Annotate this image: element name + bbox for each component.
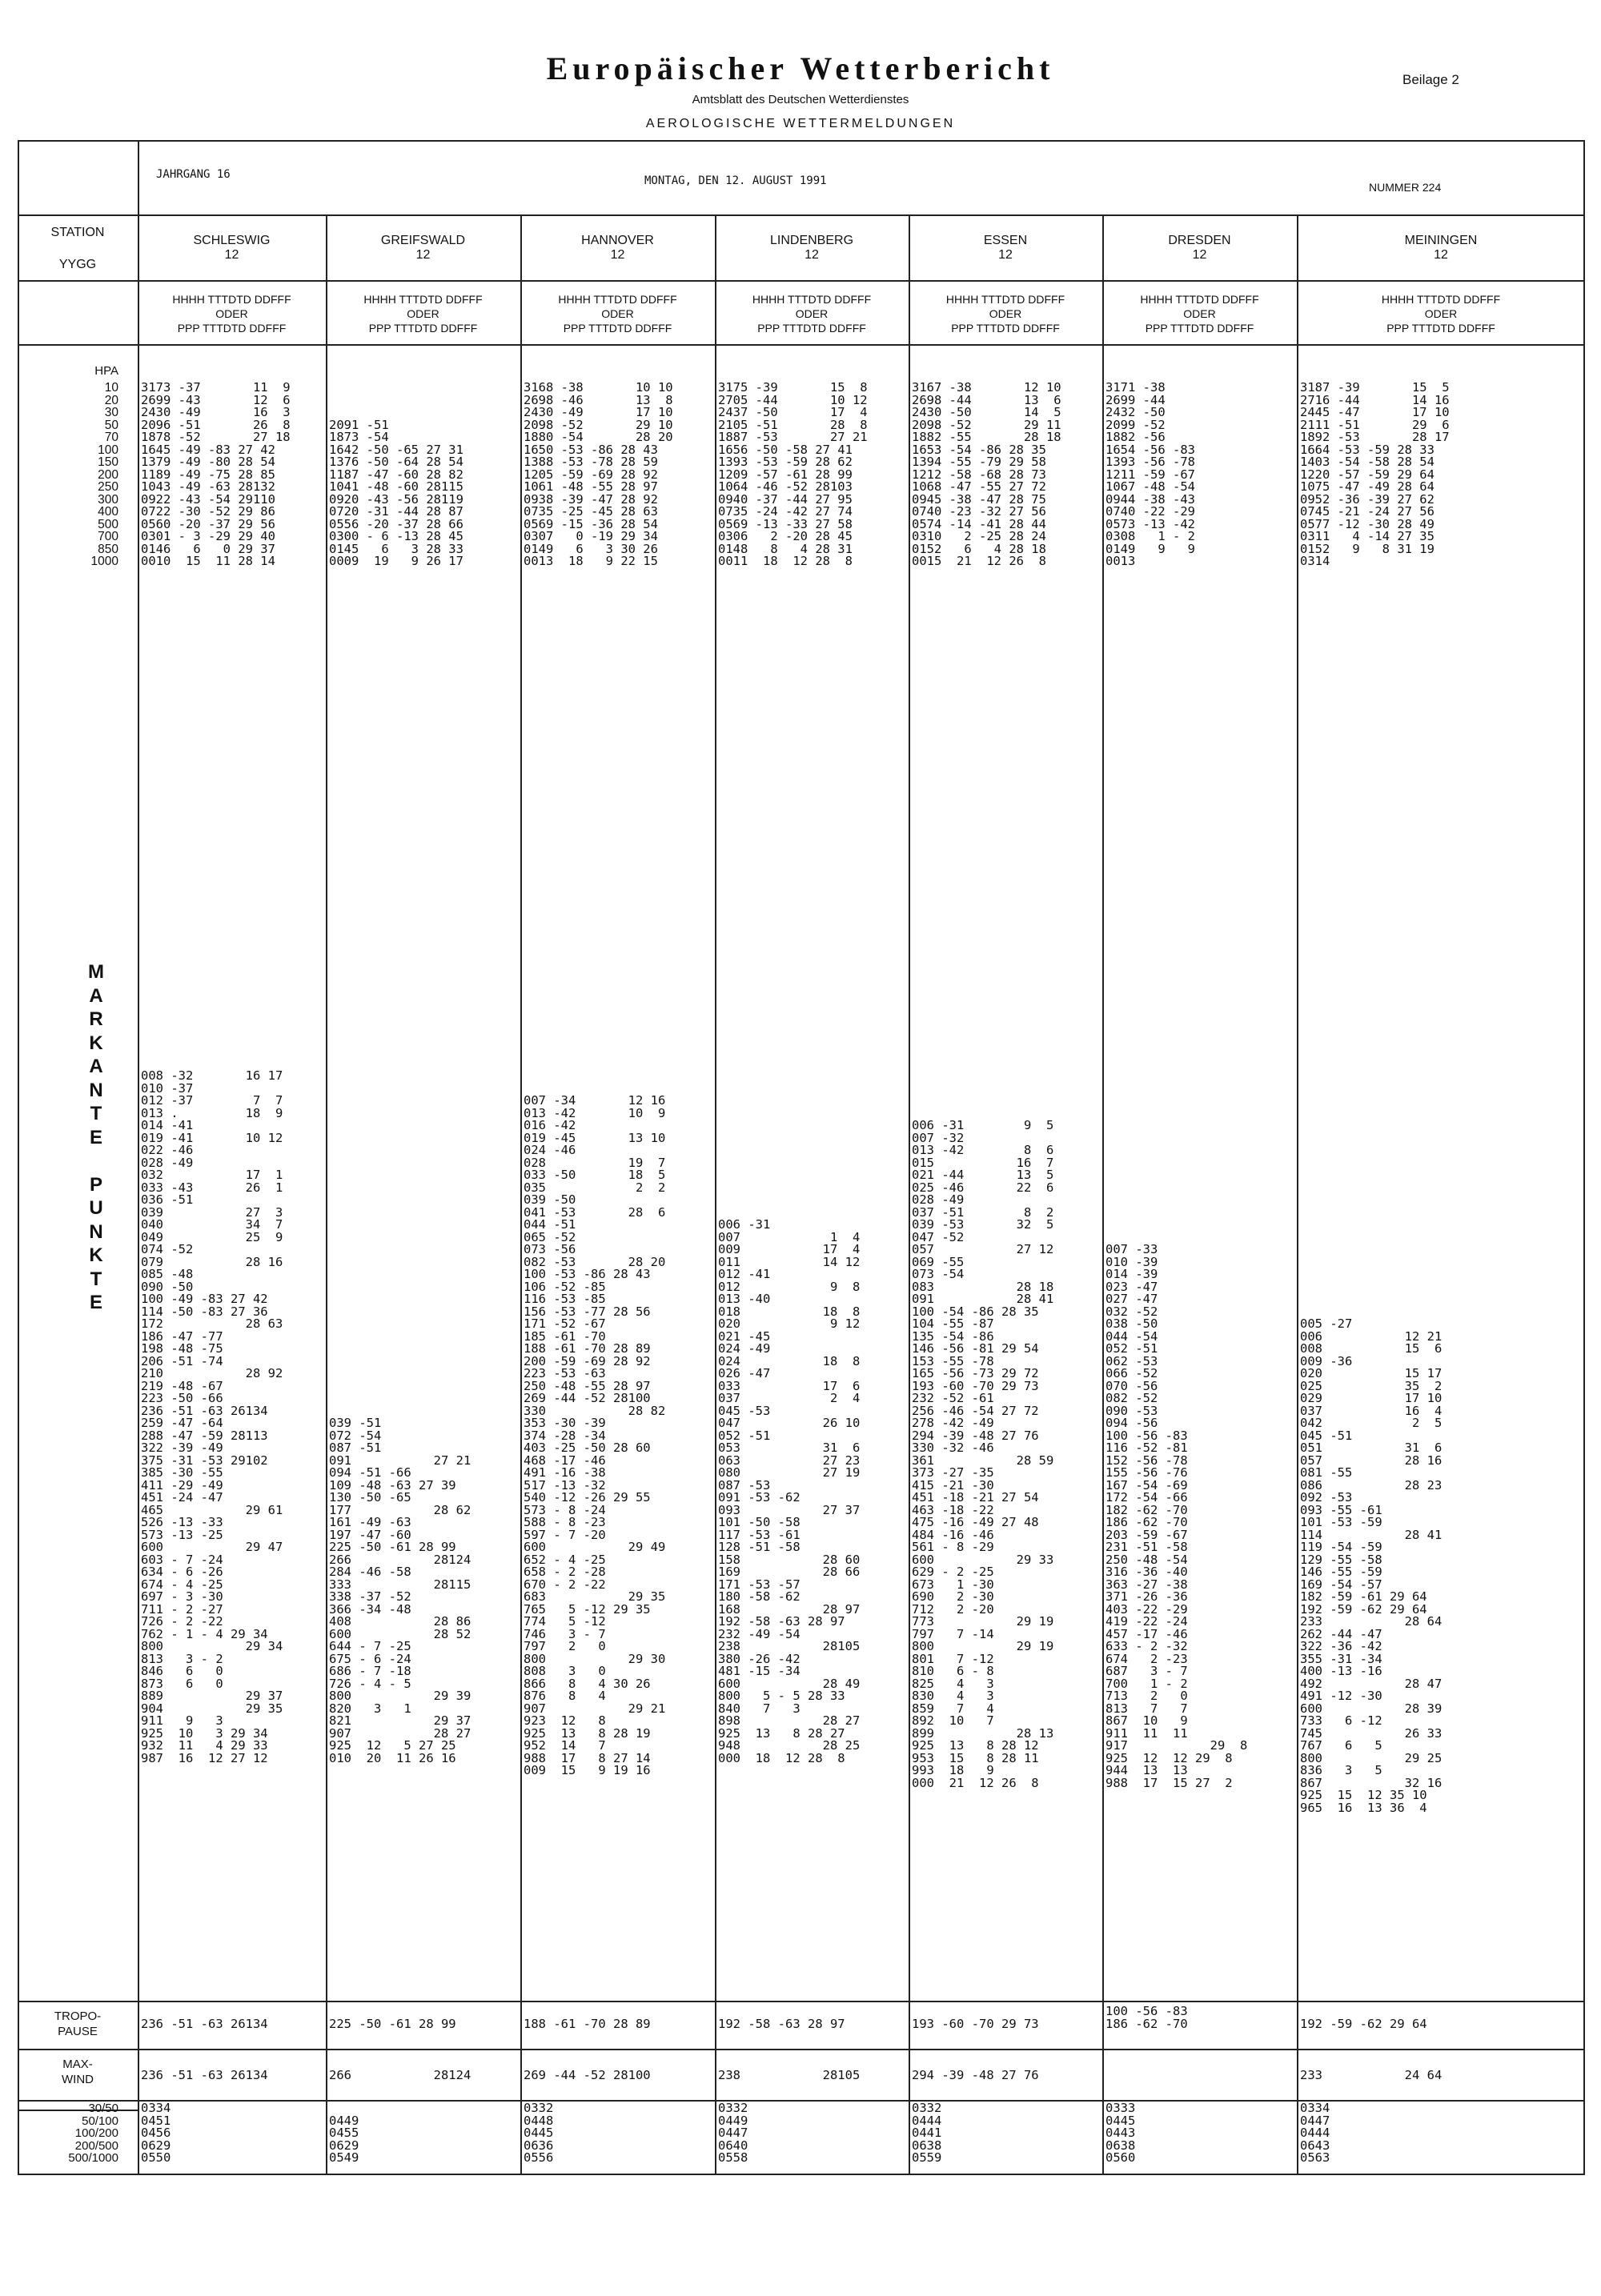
station-name: SCHLESWIG — [193, 234, 271, 247]
yygg-label: YYGG — [58, 258, 97, 271]
rule — [520, 214, 522, 2175]
col-header-1: HHHH TTTDTD DDFFF — [172, 293, 291, 306]
tropopause-data: 193 -60 -70 29 73 — [912, 2017, 1039, 2031]
standard-levels: 2091 -51 1873 -54 1642 -50 -65 27 31 1376 -50 -64 28 54 1187 -47 -60 28 82 1041 -48 -60 28115 0920 -43 -56 28119 0720 -31 -44 28 87 0556 -20 -37 28 66 0300 - 6 -13 28 45 0145 6 3 28 33 0009 19 9 26 17 — [329, 417, 463, 568]
station-time: 12 — [1434, 248, 1448, 262]
rule — [18, 214, 1585, 216]
col-header-1: HHHH TTTDTD DDFFF — [1140, 293, 1259, 306]
standard-levels: 3168 -38 10 10 2698 -46 13 8 2430 -49 17 10 2098 -52 29 10 1880 -54 28 20 1650 -53 -86 28 43 1388 -53 -78 28 59 1205 -59 -69 28 92 1061 -48 -55 28 97 0938 -39 -47 28 92 0735 -25 -45 28 63 0569 -15 -36 28 54 0307 0 -19 29 34 0149 6 3 30 26 0013 18 9 22 15 — [524, 380, 673, 568]
thickness-data: 0332 0449 0447 0640 0558 — [718, 2101, 748, 2165]
significant-points: 007 -33 010 -39 014 -39 023 -47 027 -47 032 -52 038 -50 044 -54 052 -51 062 -53 066 -52 070 -56 082 -52 090 -53 094 -56 100 -56 -83 116 -52 -81 152 -56 -78 155 -56 -76 167 -54 -69 172 -54 -66 182 -62 -70 186 -62 -70 203 -59 -67 231 -51 -58 250 -48 -54 316 -36 -40 363 -27 -38 371 -26 -36 403 -22 -29 419 -22 -24 457 -17 -46 633 - 2 -32 674 2 -23 687 3 - 7 700 1 - 2 713 2 0 813 7 7 867 10 9 911 11 11 917 29 8 925 12 12 29 8 944 13 13 988 17 15 27 2 — [1105, 1242, 1248, 1790]
rule — [715, 214, 716, 2175]
maxwind-data: 236 -51 -63 26134 — [141, 2068, 268, 2082]
maxwind-data: 238 28105 — [718, 2068, 861, 2082]
col-header-2: ODER — [795, 307, 829, 320]
rule — [18, 2100, 1585, 2102]
col-header-3: PPP TTTDTD DDFFF — [1145, 322, 1254, 335]
col-header-2: ODER — [215, 307, 248, 320]
col-header-1: HHHH TTTDTD DDFFF — [558, 293, 677, 306]
significant-points: 005 -27 006 12 21 008 15 6 009 -36 020 15 17 025 35 2 029 17 10 037 16 4 042 2 5 045 -51 051 31 6 057 28 16 081 -55 086 28 23 092 -53 093 -55 -61 101 -53 -59 114 28 41 119 -54 -59 129 -55 -58 146 -55 -59 169 -54 -57 182 -59 -61 29 64 192 -59 -62 29 64 233 28 64 262 -44 -47 322 -36 -42 355 -31 -34 400 -13 -16 492 28 47 491 -12 -30 600 28 39 733 6 -12 745 26 33 767 6 5 800 29 25 836 3 5 867 32 16 925 15 12 35 10 965 16 13 36 4 — [1300, 1316, 1443, 1815]
hpa-label: HPA — [94, 364, 118, 378]
standard-levels: 3187 -39 15 5 2716 -44 14 16 2445 -47 17 10 2111 -51 29 6 1892 -53 28 17 1664 -53 -59 28 33 1403 -54 -58 28 54 1220 -57 -59 29 64 1075 -47 -49 28 64 0952 -36 -39 27 62 0745 -21 -24 27 56 0577 -12 -30 28 49 0311 4 -14 27 35 0152 9 8 31 19 0314 — [1300, 380, 1450, 568]
rule — [1297, 214, 1298, 2175]
tropopause-data: 100 -56 -83 186 -62 -70 — [1105, 2004, 1188, 2031]
station-time: 12 — [415, 248, 431, 262]
rule — [18, 2049, 1585, 2050]
report-subtitle: Amtsblatt des Deutschen Wetterdienstes — [692, 93, 909, 106]
standard-levels: 3175 -39 15 8 2705 -44 10 12 2437 -50 17 4 2105 -51 28 8 1887 -53 27 21 1656 -50 -58 27 41 1393 -53 -59 28 62 1209 -57 -61 28 99 1064 -46 -52 28103 0940 -37 -44 27 95 0735 -24 -42 27 74 0569 -13 -33 27 58 0306 2 -20 28 45 0148 8 4 28 31 0011 18 12 28 8 — [718, 380, 868, 568]
tropopause-label: TROPO- PAUSE — [54, 2010, 102, 2038]
standard-levels: 3173 -37 11 9 2699 -43 12 6 2430 -49 16 3 2096 -51 26 8 1878 -52 27 18 1645 -49 -83 27 42 1379 -49 -80 28 54 1189 -49 -75 28 85 1043 -49 -63 28132 0922 -43 -54 29110 0722 -30 -52 29 86 0560 -20 -37 29 56 0301 - 3 -29 29 40 0146 6 0 29 37 0010 15 11 28 14 — [141, 380, 291, 568]
col-header-1: HHHH TTTDTD DDFFF — [363, 293, 483, 306]
rule — [18, 280, 1585, 282]
issue-date: MONTAG, DEN 12. AUGUST 1991 — [644, 174, 827, 187]
thickness-data: 0449 0455 0629 0549 — [329, 2113, 359, 2165]
jahrgang: JAHRGANG 16 — [156, 168, 231, 181]
significant-points: 039 -51 072 -54 087 -51 091 27 21 094 -51 -66 109 -48 -63 27 39 130 -50 -65 177 28 62 161 -49 -63 197 -47 -60 225 -50 -61 28 99 266 28124 284 -46 -58 333 28115 338 -37 -52 366 -34 -48 408 28 86 600 28 52 644 - 7 -25 675 - 6 -24 686 - 7 -18 726 - 4 - 5 800 29 39 820 3 1 821 29 37 907 28 27 925 12 5 27 25 010 20 11 26 16 — [329, 1416, 471, 1765]
col-header-3: PPP TTTDTD DDFFF — [757, 322, 866, 335]
maxwind-data: 294 -39 -48 27 76 — [912, 2068, 1039, 2082]
rule — [909, 214, 910, 2175]
col-header-3: PPP TTTDTD DDFFF — [177, 322, 287, 335]
significant-points: 008 -32 16 17 010 -37 012 -37 7 7 013 . 18 9 014 -41 019 -41 10 12 022 -46 028 -49 032 17 1 033 -43 26 1 036 -51 039 27 3 040 34 7 049 25 9 074 -52 079 28 16 085 -48 090 -50 100 -49 -83 27 42 114 -50 -83 27 36 172 28 63 186 -47 -77 198 -48 -75 206 -51 -74 210 28 92 219 -48 -67 223 -50 -66 236 -51 -63 26134 259 -47 -64 288 -47 -59 28113 322 -39 -49 375 -31 -53 29102 385 -30 -55 411 -29 -49 451 -24 -47 465 29 61 526 -13 -33 573 -13 -25 600 29 47 603 - 7 -24 634 - 6 -26 674 - 4 -25 697 - 3 -30 711 - 2 -27 726 - 2 -22 762 - 1 - 4 29 34 800 29 34 813 3 - 2 846 6 0 873 6 0 889 29 37 904 29 35 911 9 3 925 10 3 29 34 932 11 4 29 33 987 16 12 27 12 — [141, 1068, 283, 1765]
thickness-data: 0334 0447 0444 0643 0563 — [1300, 2101, 1330, 2165]
rule — [326, 214, 327, 2175]
significant-points: 006 -31 007 1 4 009 17 4 011 14 12 012 -41 012 9 8 013 -40 018 18 8 020 9 12 021 -45 024 -49 024 18 8 026 -47 033 17 6 037 2 4 045 -53 047 26 10 052 -51 053 31 6 063 27 23 080 27 19 087 -53 091 -53 -62 093 27 37 101 -50 -58 117 -53 -61 128 -51 -58 158 28 60 169 28 66 171 -53 -57 180 -58 -62 168 28 97 192 -58 -63 28 97 232 -49 -54 238 28105 380 -26 -42 481 -15 -34 600 28 49 800 5 - 5 28 33 840 7 3 898 28 27 925 13 8 28 27 948 28 25 000 18 12 28 8 — [718, 1217, 861, 1765]
maxwind-data: 266 28124 — [329, 2068, 471, 2082]
station-time: 12 — [224, 248, 239, 262]
col-header-3: PPP TTTDTD DDFFF — [1386, 322, 1495, 335]
col-header-2: ODER — [989, 307, 1022, 320]
station-name: GREIFSWALD — [380, 234, 466, 247]
station-time: 12 — [610, 248, 625, 262]
maxwind-data: 233 24 64 — [1300, 2068, 1443, 2082]
thickness-data: 0332 0448 0445 0636 0556 — [524, 2101, 554, 2165]
station-name: DRESDEN — [1168, 234, 1231, 247]
thickness-data: 0332 0444 0441 0638 0559 — [912, 2101, 942, 2165]
col-header-1: HHHH TTTDTD DDFFF — [945, 293, 1065, 306]
pressure-levels: 10 20 30 50 70 100 150 200 250 300 400 500 700 850 1000 — [90, 381, 118, 568]
col-header-1: HHHH TTTDTD DDFFF — [752, 293, 872, 306]
tropopause-data: 192 -58 -63 28 97 — [718, 2017, 845, 2031]
maxwind-data: 269 -44 -52 28100 — [524, 2068, 651, 2082]
col-header-1: HHHH TTTDTD DDFFF — [1381, 293, 1501, 306]
col-header-2: ODER — [1424, 307, 1458, 320]
col-header-3: PPP TTTDTD DDFFF — [951, 322, 1060, 335]
beilage-label: Beilage 2 — [1402, 72, 1459, 87]
rule — [1102, 214, 1104, 2175]
station-name: ESSEN — [983, 234, 1028, 247]
col-header-3: PPP TTTDTD DDFFF — [368, 322, 478, 335]
standard-levels: 3167 -38 12 10 2698 -44 13 6 2430 -50 14 5 2098 -52 29 11 1882 -55 28 18 1653 -54 -86 28 35 1394 -55 -79 29 58 1212 -58 -68 28 73 1068 -47 -55 27 72 0945 -38 -47 28 75 0740 -23 -32 27 56 0574 -14 -41 28 44 0310 2 -25 28 24 0152 6 4 28 18 0015 21 12 26 8 — [912, 380, 1061, 568]
significant-points: 006 -31 9 5 007 -32 013 -42 8 6 015 16 7 021 -44 13 5 025 -46 22 6 028 -49 037 -51 8 2 039 -53 32 5 047 -52 057 27 12 069 -55 073 -54 083 28 18 091 28 41 100 -54 -86 28 35 104 -55 -87 135 -54 -86 146 -56 -81 29 54 153 -55 -78 165 -56 -73 29 72 193 -60 -70 29 73 232 -52 -61 256 -46 -54 27 72 278 -42 -49 294 -39 -48 27 76 330 -32 -46 361 28 59 373 -27 -35 415 -21 -30 451 -18 -21 27 54 463 -18 -22 475 -16 -49 27 48 484 -16 -46 561 - 8 -29 600 29 33 629 - 2 -25 673 1 -30 690 2 -30 712 2 -20 773 29 19 797 7 -14 800 29 19 801 7 -12 810 6 - 8 825 4 3 830 4 3 859 7 4 892 10 7 899 28 13 925 13 8 28 12 953 15 8 28 11 993 18 9 000 21 12 26 8 — [912, 1118, 1054, 1790]
thickness-data: 0333 0445 0443 0638 0560 — [1105, 2101, 1136, 2165]
maxwind-label: MAX- WIND — [62, 2058, 94, 2086]
rule — [18, 2001, 1585, 2002]
station-name: LINDENBERG — [769, 234, 854, 247]
tropopause-data: 192 -59 -62 29 64 — [1300, 2017, 1427, 2031]
station-label: STATION — [50, 226, 105, 239]
tropopause-data: 188 -61 -70 28 89 — [524, 2017, 651, 2031]
significant-points: 007 -34 12 16 013 -42 10 9 016 -42 019 -45 13 10 024 -46 028 19 7 033 -50 18 5 035 2 2 039 -50 041 -53 28 6 044 -51 065 -52 073 -56 082 -53 28 20 100 -53 -86 28 43 106 -52 -85 116 -53 -85 156 -53 -77 28 56 171 -52 -67 185 -61 -70 188 -61 -70 28 89 200 -59 -69 28 92 223 -53 -63 250 -48 -55 28 97 269 -44 -52 28100 330 28 82 353 -30 -39 374 -28 -34 403 -25 -50 28 60 468 -17 -46 491 -16 -38 517 -13 -32 540 -12 -26 29 55 573 - 8 -24 588 - 8 -23 597 - 7 -20 600 29 49 652 - 4 -25 658 - 2 -28 670 - 2 -22 683 29 35 765 5 -12 29 35 774 5 -12 746 3 - 7 797 2 0 800 29 30 808 3 0 866 8 4 30 26 876 8 4 907 29 21 923 12 8 925 13 8 28 19 952 14 7 988 17 8 27 14 009 15 9 19 16 — [524, 1093, 666, 1777]
station-time: 12 — [1192, 248, 1207, 262]
thickness-data: 0334 0451 0456 0629 0550 — [141, 2101, 171, 2165]
col-header-2: ODER — [1183, 307, 1216, 320]
rule — [18, 344, 1585, 346]
station-name: HANNOVER — [581, 234, 654, 247]
tropopause-data: 225 -50 -61 28 99 — [329, 2017, 456, 2031]
thickness-labels: 30/50 50/100 100/200 200/500 500/1000 — [68, 2102, 118, 2165]
col-header-2: ODER — [601, 307, 634, 320]
standard-levels: 3171 -38 2699 -44 2432 -50 2099 -52 1882 -56 1654 -56 -83 1393 -56 -78 1211 -59 -67 1067 -48 -54 0944 -38 -43 0740 -22 -29 0573 -13 -42 0308 1 - 2 0149 9 9 0013 — [1105, 380, 1195, 568]
markante-punkte-label: M A R K A N T E P U N K T E — [88, 961, 104, 1313]
section-title: AEROLOGISCHE WETTERMELDUNGEN — [645, 117, 956, 130]
station-name: MEININGEN — [1404, 234, 1478, 247]
tropopause-data: 236 -51 -63 26134 — [141, 2017, 268, 2031]
issue-number: NUMMER 224 — [1369, 181, 1442, 194]
rule — [138, 140, 139, 2175]
col-header-2: ODER — [407, 307, 439, 320]
station-time: 12 — [805, 248, 819, 262]
station-time: 12 — [998, 248, 1013, 262]
col-header-3: PPP TTTDTD DDFFF — [563, 322, 672, 335]
report-title: Europäischer Wetterbericht — [546, 50, 1055, 86]
